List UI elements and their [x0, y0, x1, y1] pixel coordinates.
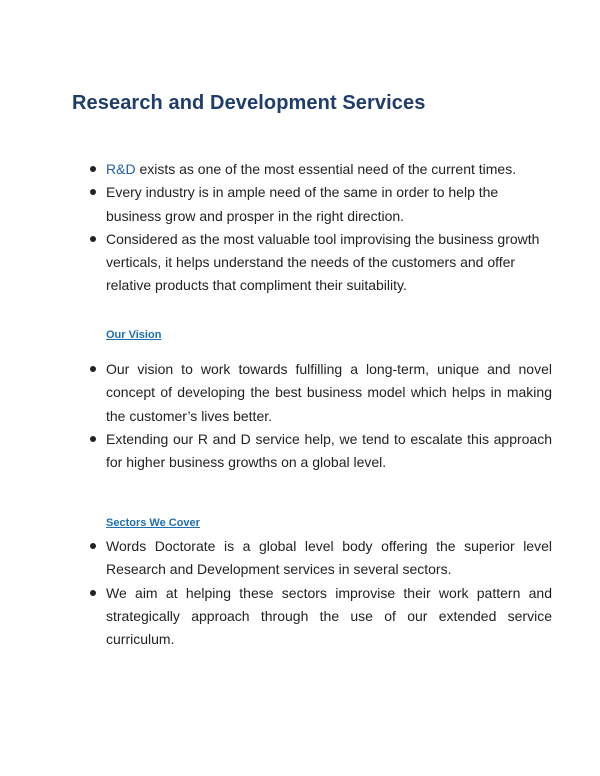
list-item-text: Words Doctorate is a global level body offering the superior level Research and Development services in several sectors.: [106, 538, 552, 578]
page-title: Research and Development Services: [72, 92, 426, 114]
list-item-text: Our vision to work towards fulfilling a long-term, unique and novel concept of developing the best business model which helps in making the customer’s lives better.: [106, 361, 552, 424]
list-item-text: Every industry is in ample need of the same in order to help the business grow and prosper in the right direction.: [106, 184, 499, 224]
list-item: [106, 535, 552, 582]
vision-bullet-list: [84, 358, 552, 474]
list-item: [106, 358, 552, 428]
sectors-we-cover-heading: Sectors We Cover: [106, 517, 200, 529]
list-item-text: We aim at helping these sectors improvise their work pattern and strategically approach through the use of our extended service curriculum.: [106, 584, 552, 648]
list-item: [106, 181, 552, 228]
list-item-text: Considered as the most valuable tool improvising the business growth verticals, it helps understand the needs of the customers and offer relative products that compliment their suitability.: [106, 230, 540, 294]
our-vision-heading: Our Vision: [106, 329, 162, 341]
list-item: [106, 428, 552, 475]
rnd-link[interactable]: R&D: [106, 161, 136, 177]
list-item: [106, 228, 552, 298]
sectors-bullet-list: [84, 535, 552, 651]
list-item-text: Extending our R and D service help, we tend to escalate this approach for higher business growths on a global level.: [106, 430, 552, 471]
list-item-text: exists as one of the most essential need of the current times.: [135, 161, 517, 177]
list-item: [106, 582, 552, 652]
list-item: [106, 158, 552, 181]
intro-bullet-list: [84, 158, 552, 298]
